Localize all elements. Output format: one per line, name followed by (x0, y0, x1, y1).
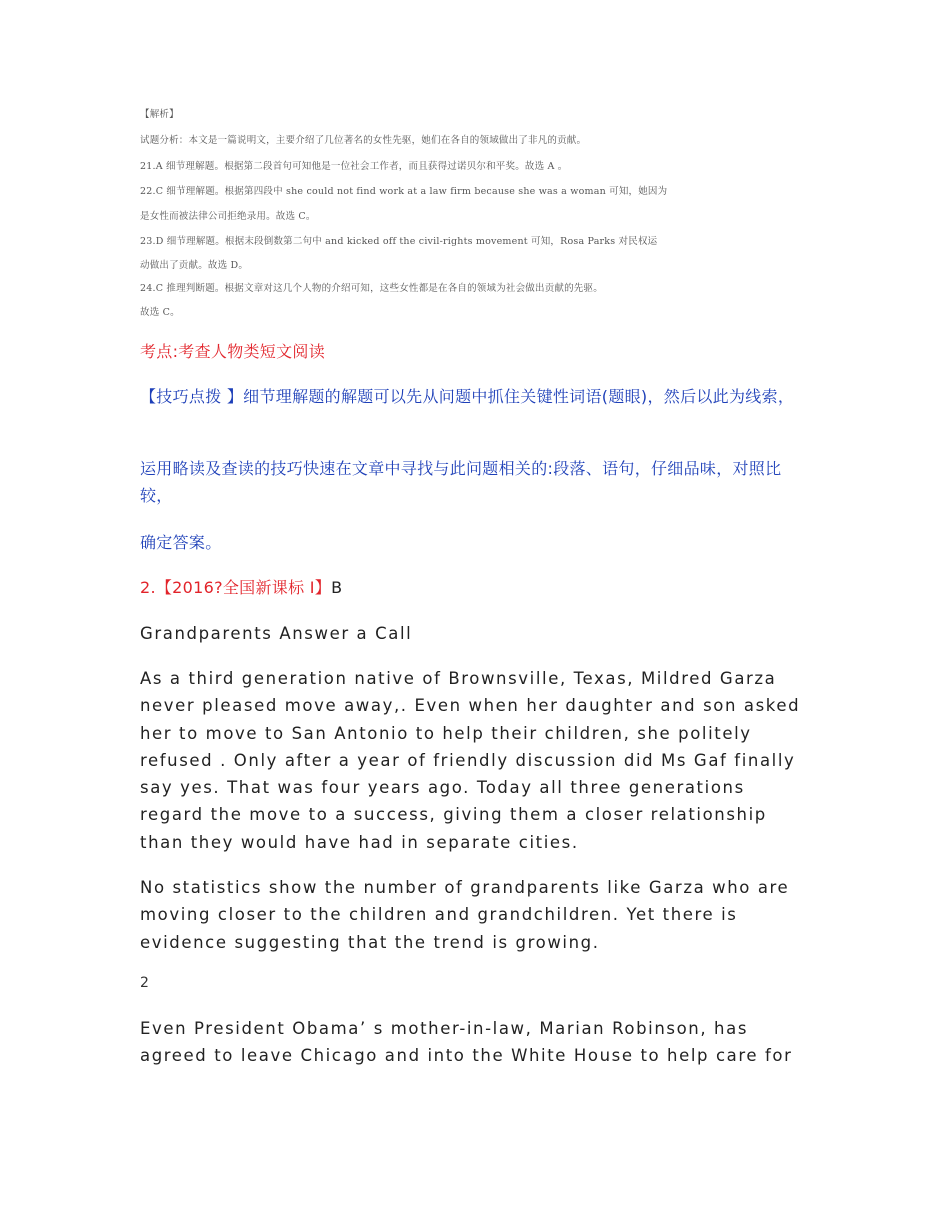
image-text-line: 是女性而被法律公司拒绝录用。故选 C。 (140, 211, 316, 222)
tip-paragraph-2: 运用略读及查读的技巧快速在文章中寻找与此问题相关的:段落、语句，仔细品味，对照比较， (140, 459, 782, 505)
image-text-line: 动做出了贡献。故选 D。 (140, 260, 249, 271)
passage-title: Grandparents Answer a Call (140, 624, 413, 643)
page-number: 2 (140, 975, 150, 991)
image-text-line: 【解析】 (140, 109, 179, 120)
image-text-line: 22.C 细节理解题。根据第四段中 she could not find work at a law firm because she was a woman 可知，她因为 (140, 186, 668, 197)
passage-paragraph-3: Even President Obama’ s mother-in-law, Marian Robinson, has agreed to leave Chicago and into the White House to help care for (140, 1019, 793, 1066)
image-text-line: 试题分析：本文是一篇说明文，主要介绍了几位著名的女性先驱，她们在各自的领域做出了非凡的贡献。 (140, 135, 587, 146)
tip-paragraph-1: 【技巧点拨 】细节理解题的解题可以先从问题中抓住关键性词语(题眼)，然后以此为线索， (140, 387, 795, 406)
tip-paragraph-3: 确定答案。 (140, 533, 222, 552)
image-text-line: 23.D 细节理解题。根据末段倒数第二句中 and kicked off the civil-rights movement 可知，Rosa Parks 对民权运 (140, 236, 658, 247)
question-heading (140, 574, 810, 601)
image-text-line: 故选 C。 (140, 307, 180, 318)
passage-paragraph-1: As a third generation native of Brownsville, Texas, Mildred Garza never pleased move away,. Even when her daughter and son asked her to move to San Antonio to help their children, she politely refused . Only after a year of friendly discussion did Ms Gaf finally say yes. That was four years ago. Today all three generations regard the move to a success, giving them a closer relationship than they would have had in separate cities. (140, 669, 801, 852)
question-letter: B (331, 578, 343, 597)
image-text-line: 24.C 推理判断题。根据文章对这几个人物的介绍可知，这些女性都是在各自的领域为社会做出贡献的先驱。 (140, 283, 603, 294)
image-text-line: 21.A 细节理解题。根据第二段首句可知他是一位社会工作者，而且获得过诺贝尔和平奖。故选 A 。 (140, 161, 568, 172)
passage-paragraph-2: No statistics show the number of grandparents like Garza who are moving closer to the children and grandchildren. Yet there is evidence suggesting that the trend is growing. (140, 878, 790, 952)
answer-analysis-image (138, 106, 668, 318)
exam-point: 考点:考查人物类短文阅读 (140, 342, 325, 361)
question-label: 2.【2016?全国新课标 I】 (140, 578, 332, 597)
